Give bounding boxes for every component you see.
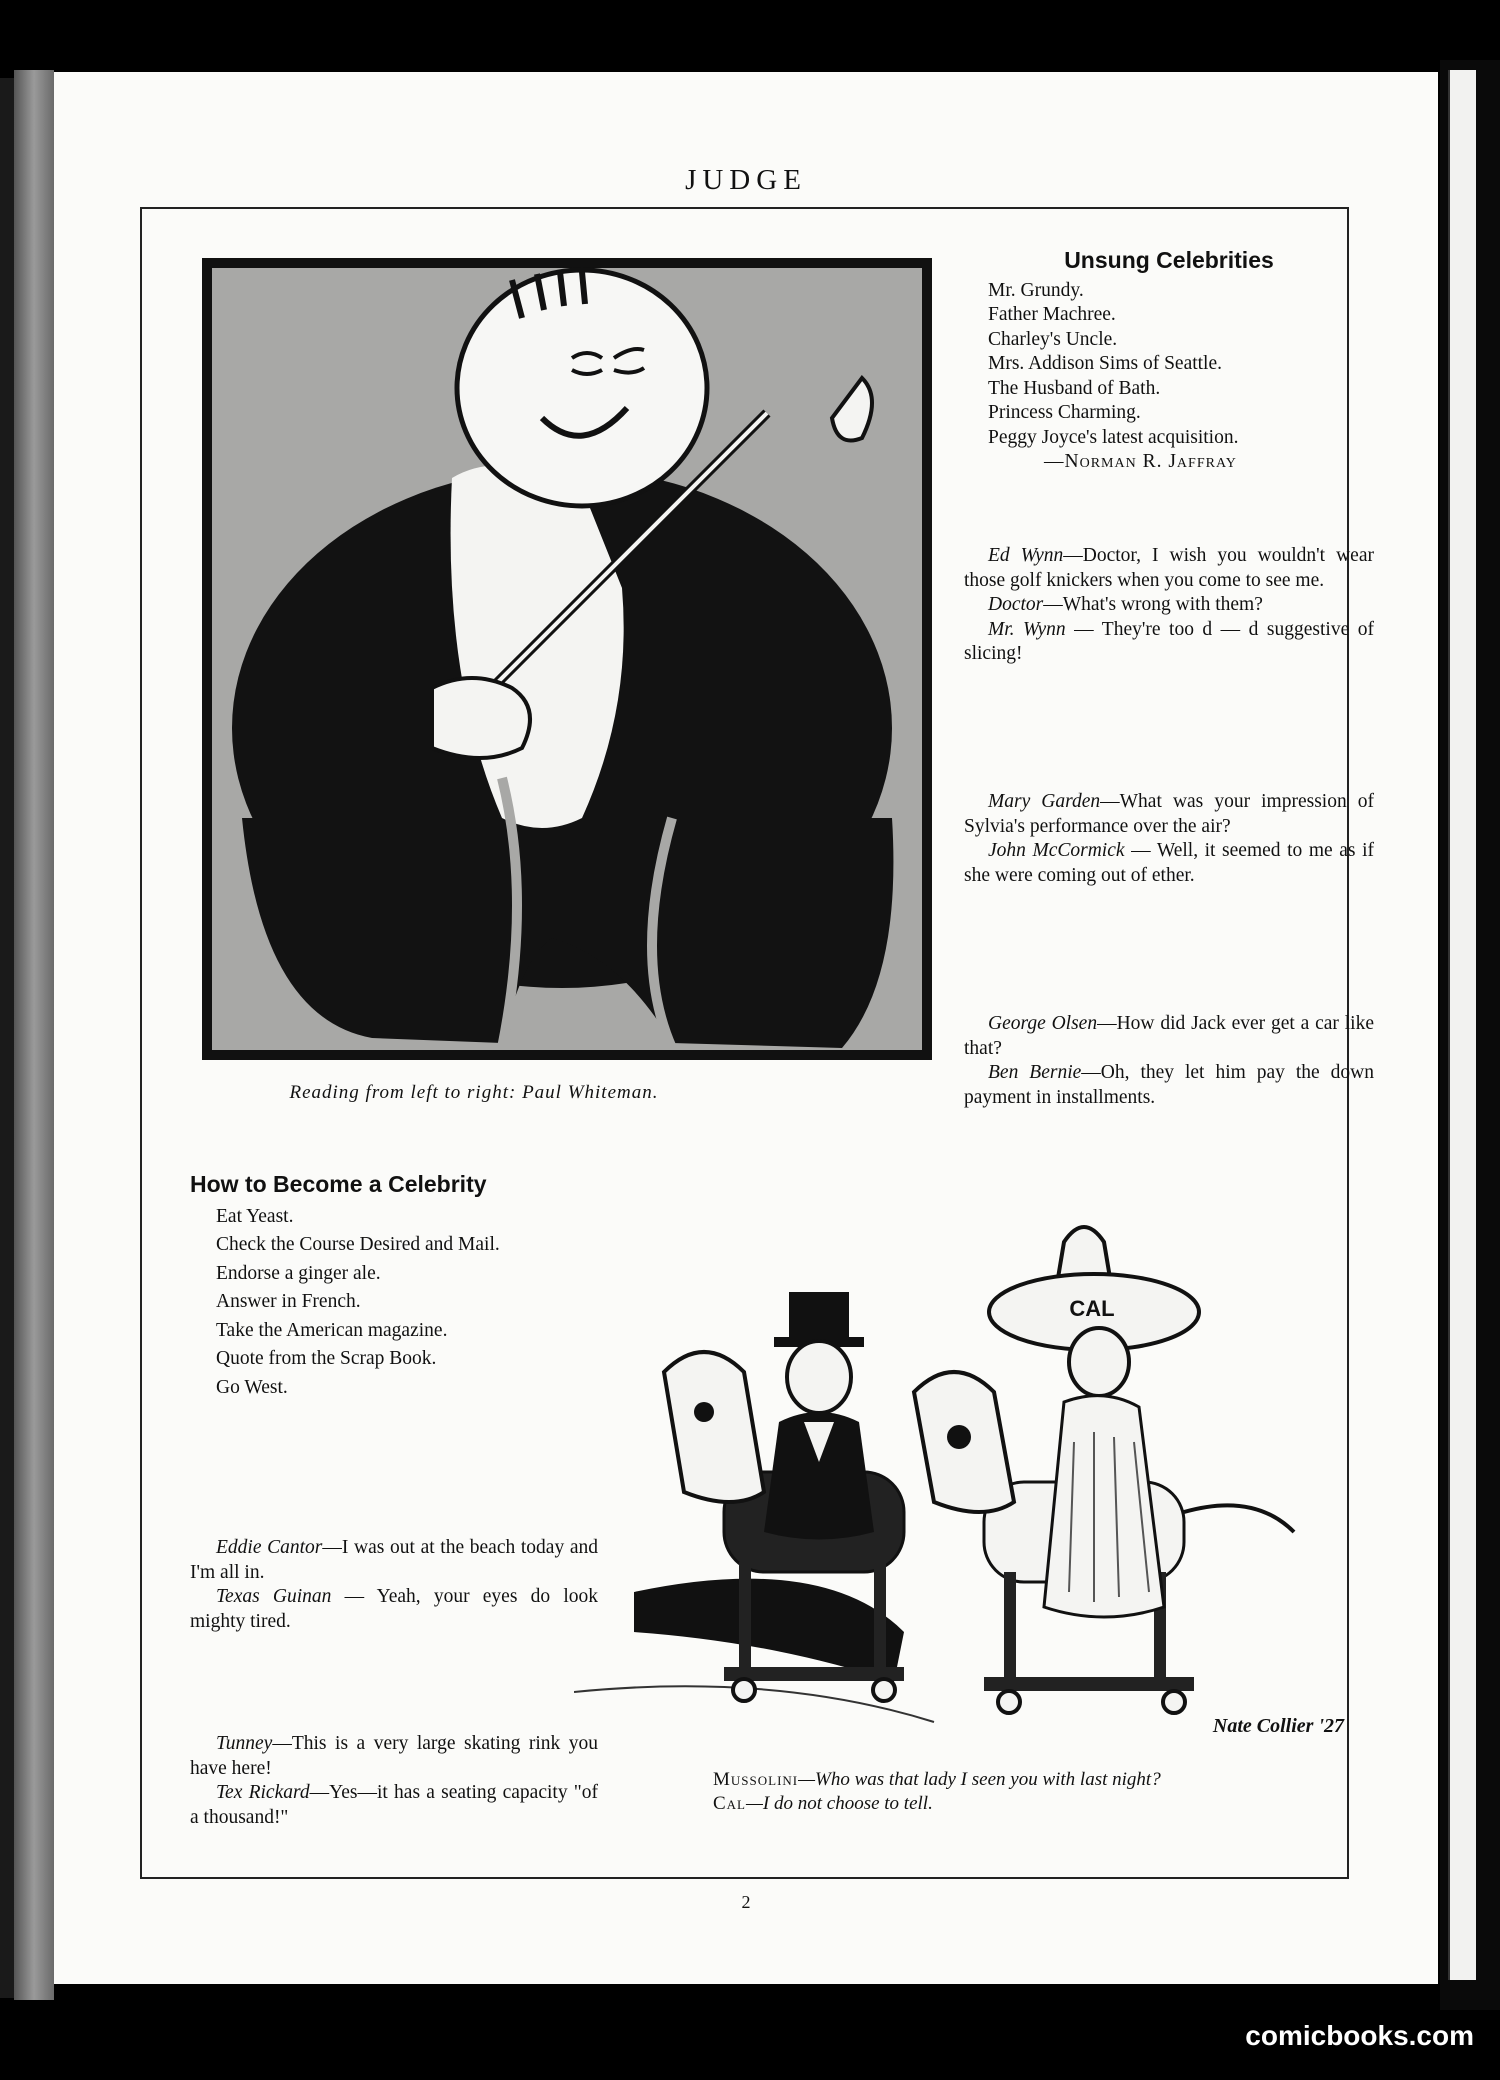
line: —What's wrong with them? xyxy=(1043,594,1263,615)
list-item: Peggy Joyce's latest acquisition. xyxy=(988,426,1239,448)
speaker: John McCormick xyxy=(988,840,1125,861)
list-item: Princess Charming. xyxy=(988,402,1141,423)
list-item: Quote from the Scrap Book. xyxy=(216,1348,437,1369)
artist-signature: Nate Collier '27 xyxy=(1212,1715,1344,1737)
joke-olsen xyxy=(964,1012,1374,1110)
line: —Oh, they let him pay the down payment in installments. xyxy=(964,1062,1374,1108)
list-item: Endorse a ginger ale. xyxy=(216,1262,381,1284)
line: —I was out at the beach today and I'm all in. xyxy=(190,1537,599,1583)
list-item: The Husband of Bath. xyxy=(988,377,1161,399)
joke-tunney xyxy=(190,1732,598,1830)
joke-wynn xyxy=(964,544,1374,667)
line: — Yeah, your eyes do look mighty tired. xyxy=(190,1586,598,1632)
list-item: Mrs. Addison Sims of Seattle. xyxy=(988,353,1223,374)
unsung-title: Unsung Celebrities xyxy=(1064,247,1274,273)
list-item: Answer in French. xyxy=(216,1291,361,1312)
speaker: Mary Garden xyxy=(988,791,1101,812)
speaker: Cal xyxy=(713,1793,747,1814)
mussolini-caption xyxy=(689,1768,1289,1816)
hat-label: CAL xyxy=(1069,1296,1115,1321)
line: —Doctor, I wish you wouldn't wear those golf knickers when you come to see me. xyxy=(964,545,1374,591)
list-item: Charley's Uncle. xyxy=(988,328,1118,350)
joke-garden xyxy=(964,790,1374,888)
celebrity-title: How to Become a Celebrity xyxy=(190,1171,487,1197)
masthead: JUDGE xyxy=(685,164,807,196)
line: —Who was that lady I seen you with last night? xyxy=(798,1769,1161,1790)
list-item: Father Machree. xyxy=(988,304,1116,325)
line: —This is a very large skating rink you have here! xyxy=(190,1733,598,1779)
line: — Well, it seemed to me as if she were coming out of ether. xyxy=(964,840,1374,886)
page-number: 2 xyxy=(741,1892,751,1912)
whiteman-cartoon xyxy=(202,258,932,1060)
line: —Yes—it has a seating capacity "of a thousand!" xyxy=(190,1782,598,1828)
scan-left-edge xyxy=(0,78,14,1998)
line: —How did Jack ever get a car like that? xyxy=(964,1013,1374,1059)
speaker: Ed Wynn xyxy=(988,545,1064,566)
line: —I do not choose to tell. xyxy=(746,1793,933,1814)
list-item: Take the American magazine. xyxy=(216,1319,448,1341)
speaker: Tunney xyxy=(216,1733,273,1754)
speaker: Mr. Wynn xyxy=(988,618,1066,640)
book-spine xyxy=(14,70,54,2000)
list-item: Mr. Grundy. xyxy=(988,279,1084,301)
line: — They're too d — d suggestive of slicing! xyxy=(964,618,1374,664)
whiteman-caption: Reading from left to right: Paul Whiteman. xyxy=(289,1082,659,1103)
watermark: comicbooks.com xyxy=(1245,2020,1474,2051)
next-page-edge xyxy=(1448,70,1476,1980)
become-celebrity xyxy=(190,1172,598,1404)
magazine-page xyxy=(54,72,1438,1984)
mussolini-cal-cartoon xyxy=(574,1212,1364,1752)
speaker: Ben Bernie xyxy=(988,1062,1082,1083)
unsung-celebrities xyxy=(964,248,1374,475)
unsung-list xyxy=(964,279,1374,451)
speaker: Mussolini xyxy=(713,1769,799,1790)
byline: —Norman R. Jaffray xyxy=(1044,451,1237,472)
speaker: George Olsen xyxy=(988,1013,1098,1034)
list-item: Go West. xyxy=(216,1376,288,1398)
list-item: Eat Yeast. xyxy=(216,1205,294,1227)
speaker: Doctor xyxy=(988,594,1044,615)
joke-cantor xyxy=(190,1536,598,1634)
speaker: Tex Rickard xyxy=(216,1782,310,1803)
list-item: Check the Course Desired and Mail. xyxy=(216,1234,500,1255)
speaker: Texas Guinan xyxy=(216,1586,332,1607)
line: —What was your impression of Sylvia's performance over the air? xyxy=(964,791,1375,837)
speaker: Eddie Cantor xyxy=(216,1537,323,1558)
